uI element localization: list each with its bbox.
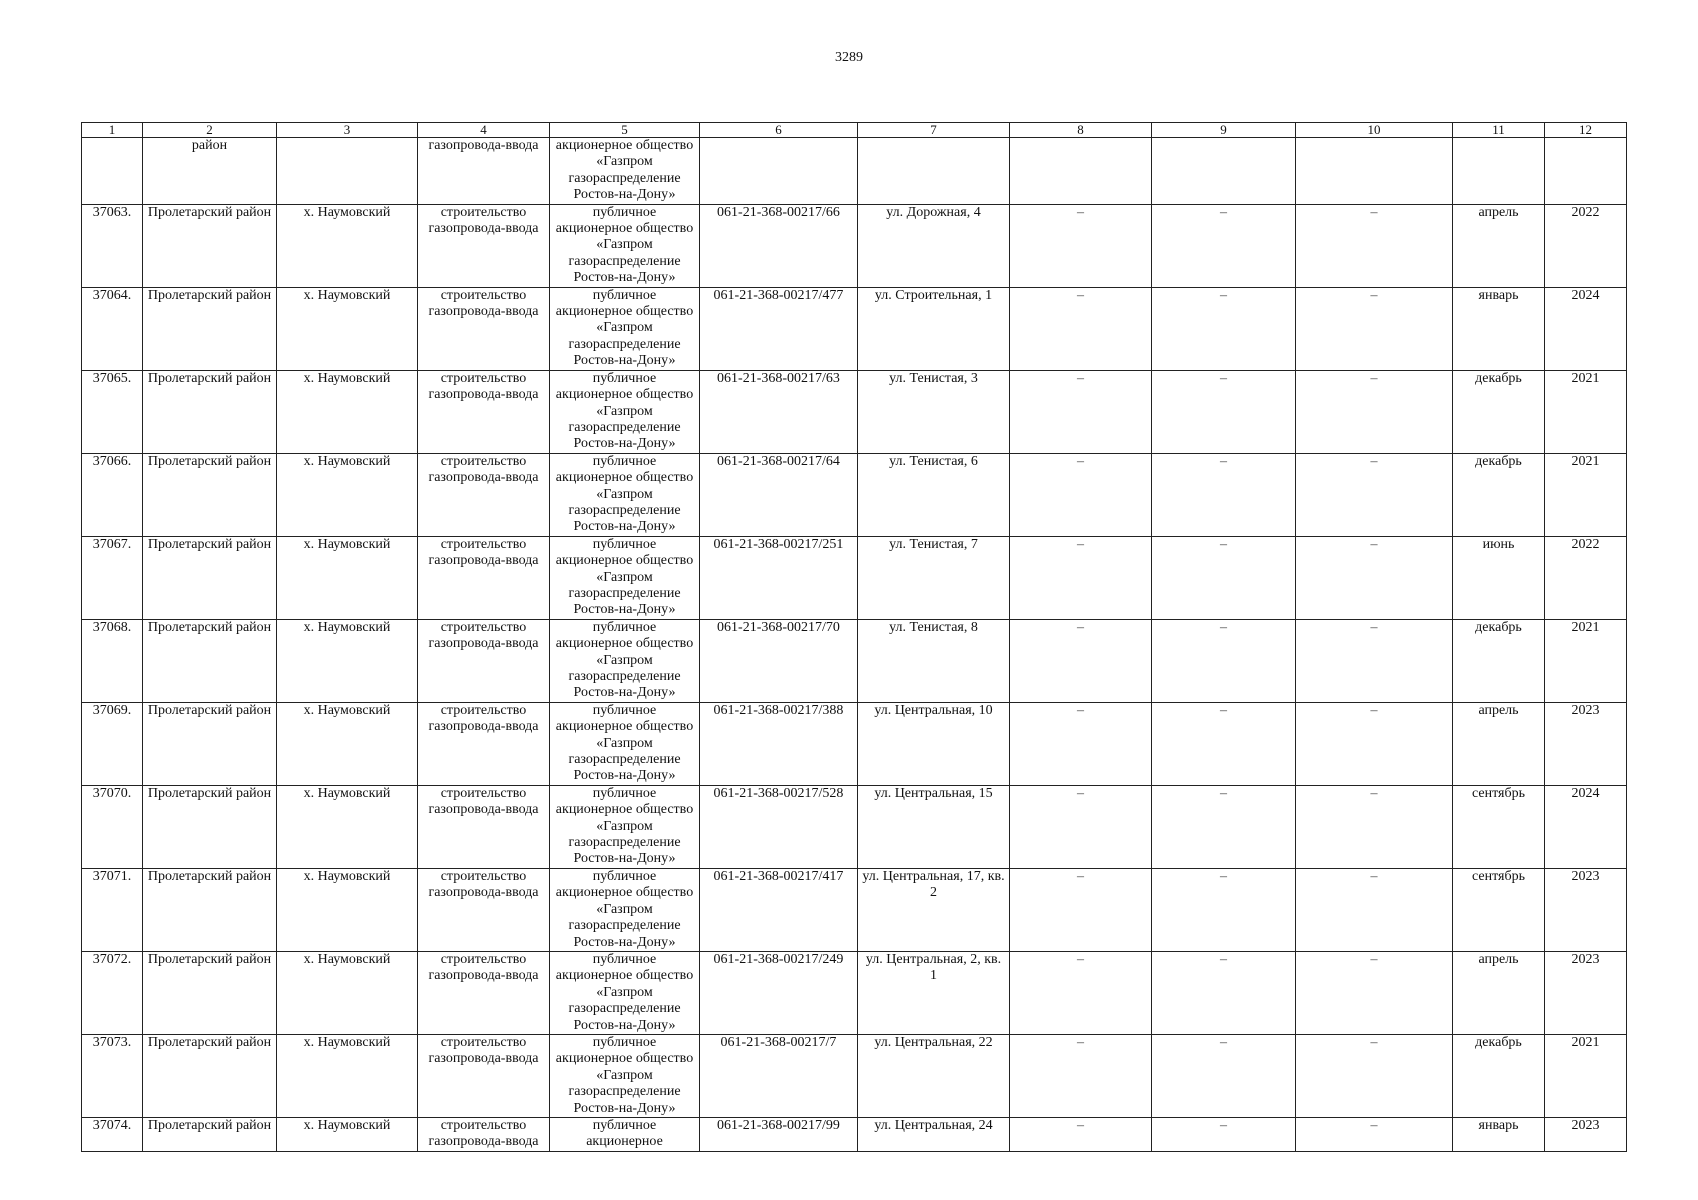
table-row bbox=[82, 204, 1627, 287]
column-10-cell: – bbox=[1296, 536, 1453, 619]
object-code-cell: 061-21-368-00217/251 bbox=[700, 536, 858, 619]
settlement-cell: х. Наумовский bbox=[277, 536, 418, 619]
column-number-row bbox=[82, 123, 1627, 138]
object-code-cell: 061-21-368-00217/7 bbox=[700, 1034, 858, 1117]
owner-cell: публичное акционерное общество «Газпром газораспределение Ростов-на-Дону» bbox=[550, 951, 700, 1034]
owner-cell: публичное акционерное общество «Газпром газораспределение Ростов-на-Дону» bbox=[550, 287, 700, 370]
district-cell: Пролетарский район bbox=[143, 204, 277, 287]
settlement-cell: х. Наумовский bbox=[277, 785, 418, 868]
work-type-cell: строительство газопровода-ввода bbox=[418, 287, 550, 370]
month-cell: январь bbox=[1453, 287, 1545, 370]
owner-cell: публичное акционерное общество «Газпром газораспределение Ростов-на-Дону» bbox=[550, 370, 700, 453]
month-cell: апрель bbox=[1453, 702, 1545, 785]
district-cell: Пролетарский район bbox=[143, 619, 277, 702]
row-number-cell: 37074. bbox=[82, 1117, 143, 1151]
year-cell: 2023 bbox=[1545, 702, 1627, 785]
year-cell: 2021 bbox=[1545, 619, 1627, 702]
month-cell: декабрь bbox=[1453, 453, 1545, 536]
owner-cell: публичное акционерное общество «Газпром газораспределение Ростов-на-Дону» bbox=[550, 204, 700, 287]
year-cell: 2024 bbox=[1545, 785, 1627, 868]
column-8-cell: – bbox=[1010, 1034, 1152, 1117]
district-cell: Пролетарский район bbox=[143, 1117, 277, 1151]
column-9-cell: – bbox=[1152, 951, 1296, 1034]
column-header: 12 bbox=[1545, 123, 1627, 138]
row-number-cell: 37070. bbox=[82, 785, 143, 868]
owner-cell: публичное акционерное общество «Газпром газораспределение Ростов-на-Дону» bbox=[550, 785, 700, 868]
table-row bbox=[82, 702, 1627, 785]
column-9-cell: – bbox=[1152, 453, 1296, 536]
object-code-cell: 061-21-368-00217/249 bbox=[700, 951, 858, 1034]
work-type-cell: строительство газопровода-ввода bbox=[418, 1117, 550, 1151]
year-cell: 2023 bbox=[1545, 1117, 1627, 1151]
object-code-cell: 061-21-368-00217/66 bbox=[700, 204, 858, 287]
owner-cell: публичное акционерное общество «Газпром газораспределение Ростов-на-Дону» bbox=[550, 868, 700, 951]
work-type-cell: строительство газопровода-ввода bbox=[418, 204, 550, 287]
district-cell: Пролетарский район bbox=[143, 370, 277, 453]
column-10-cell: – bbox=[1296, 370, 1453, 453]
row-number-cell: 37065. bbox=[82, 370, 143, 453]
month-cell: декабрь bbox=[1453, 370, 1545, 453]
month-cell: апрель bbox=[1453, 204, 1545, 287]
row-number-cell: 37067. bbox=[82, 536, 143, 619]
column-9-cell: – bbox=[1152, 785, 1296, 868]
table-row bbox=[82, 453, 1627, 536]
column-8-cell bbox=[1010, 138, 1152, 205]
month-cell: декабрь bbox=[1453, 1034, 1545, 1117]
work-type-cell: строительство газопровода-ввода bbox=[418, 453, 550, 536]
owner-cell: публичное акционерное общество «Газпром газораспределение Ростов-на-Дону» bbox=[550, 536, 700, 619]
column-10-cell: – bbox=[1296, 287, 1453, 370]
district-cell: Пролетарский район bbox=[143, 785, 277, 868]
column-9-cell: – bbox=[1152, 536, 1296, 619]
address-cell: ул. Тенистая, 7 bbox=[858, 536, 1010, 619]
address-cell: ул. Центральная, 17, кв. 2 bbox=[858, 868, 1010, 951]
settlement-cell: х. Наумовский bbox=[277, 453, 418, 536]
address-cell: ул. Строительная, 1 bbox=[858, 287, 1010, 370]
column-header: 2 bbox=[143, 123, 277, 138]
owner-cell: акционерное общество «Газпром газораспределение Ростов-на-Дону» bbox=[550, 138, 700, 205]
owner-cell: публичное акционерное общество «Газпром газораспределение Ростов-на-Дону» bbox=[550, 453, 700, 536]
year-cell: 2023 bbox=[1545, 951, 1627, 1034]
column-8-cell: – bbox=[1010, 453, 1152, 536]
work-type-cell: строительство газопровода-ввода bbox=[418, 1034, 550, 1117]
work-type-cell: строительство газопровода-ввода bbox=[418, 702, 550, 785]
address-cell: ул. Тенистая, 8 bbox=[858, 619, 1010, 702]
column-8-cell: – bbox=[1010, 287, 1152, 370]
row-number-cell: 37071. bbox=[82, 868, 143, 951]
year-cell: 2021 bbox=[1545, 370, 1627, 453]
district-cell: Пролетарский район bbox=[143, 453, 277, 536]
district-cell: Пролетарский район bbox=[143, 536, 277, 619]
district-cell: Пролетарский район bbox=[143, 287, 277, 370]
column-8-cell: – bbox=[1010, 370, 1152, 453]
column-10-cell: – bbox=[1296, 951, 1453, 1034]
month-cell bbox=[1453, 138, 1545, 205]
column-8-cell: – bbox=[1010, 619, 1152, 702]
column-header: 9 bbox=[1152, 123, 1296, 138]
column-10-cell: – bbox=[1296, 204, 1453, 287]
object-code-cell: 061-21-368-00217/417 bbox=[700, 868, 858, 951]
row-number-cell: 37069. bbox=[82, 702, 143, 785]
address-cell: ул. Центральная, 2, кв. 1 bbox=[858, 951, 1010, 1034]
table-row bbox=[82, 138, 1627, 205]
month-cell: июнь bbox=[1453, 536, 1545, 619]
column-header: 6 bbox=[700, 123, 858, 138]
object-code-cell: 061-21-368-00217/70 bbox=[700, 619, 858, 702]
table-row bbox=[82, 868, 1627, 951]
month-cell: сентябрь bbox=[1453, 785, 1545, 868]
year-cell: 2022 bbox=[1545, 204, 1627, 287]
row-number-cell bbox=[82, 138, 143, 205]
district-cell: район bbox=[143, 138, 277, 205]
work-type-cell: газопровода-ввода bbox=[418, 138, 550, 205]
district-cell: Пролетарский район bbox=[143, 951, 277, 1034]
settlement-cell: х. Наумовский bbox=[277, 951, 418, 1034]
data-table bbox=[81, 122, 1627, 1152]
address-cell: ул. Тенистая, 3 bbox=[858, 370, 1010, 453]
column-8-cell: – bbox=[1010, 536, 1152, 619]
column-header: 7 bbox=[858, 123, 1010, 138]
settlement-cell: х. Наумовский bbox=[277, 619, 418, 702]
table-row bbox=[82, 785, 1627, 868]
column-header: 4 bbox=[418, 123, 550, 138]
object-code-cell: 061-21-368-00217/388 bbox=[700, 702, 858, 785]
address-cell bbox=[858, 138, 1010, 205]
column-9-cell bbox=[1152, 138, 1296, 205]
object-code-cell: 061-21-368-00217/477 bbox=[700, 287, 858, 370]
address-cell: ул. Центральная, 10 bbox=[858, 702, 1010, 785]
settlement-cell: х. Наумовский bbox=[277, 1034, 418, 1117]
column-10-cell: – bbox=[1296, 619, 1453, 702]
row-number-cell: 37063. bbox=[82, 204, 143, 287]
settlement-cell: х. Наумовский bbox=[277, 702, 418, 785]
year-cell: 2021 bbox=[1545, 1034, 1627, 1117]
work-type-cell: строительство газопровода-ввода bbox=[418, 868, 550, 951]
table-body bbox=[82, 138, 1627, 1152]
work-type-cell: строительство газопровода-ввода bbox=[418, 619, 550, 702]
settlement-cell: х. Наумовский bbox=[277, 204, 418, 287]
address-cell: ул. Центральная, 24 bbox=[858, 1117, 1010, 1151]
object-code-cell: 061-21-368-00217/64 bbox=[700, 453, 858, 536]
column-9-cell: – bbox=[1152, 619, 1296, 702]
year-cell bbox=[1545, 138, 1627, 205]
column-9-cell: – bbox=[1152, 868, 1296, 951]
row-number-cell: 37072. bbox=[82, 951, 143, 1034]
work-type-cell: строительство газопровода-ввода bbox=[418, 370, 550, 453]
settlement-cell: х. Наумовский bbox=[277, 868, 418, 951]
column-header: 11 bbox=[1453, 123, 1545, 138]
column-10-cell: – bbox=[1296, 868, 1453, 951]
month-cell: январь bbox=[1453, 1117, 1545, 1151]
work-type-cell: строительство газопровода-ввода bbox=[418, 785, 550, 868]
table-row bbox=[82, 951, 1627, 1034]
settlement-cell: х. Наумовский bbox=[277, 287, 418, 370]
owner-cell: публичное акционерное общество «Газпром газораспределение Ростов-на-Дону» bbox=[550, 702, 700, 785]
address-cell: ул. Центральная, 15 bbox=[858, 785, 1010, 868]
table-row bbox=[82, 287, 1627, 370]
object-code-cell: 061-21-368-00217/63 bbox=[700, 370, 858, 453]
column-9-cell: – bbox=[1152, 204, 1296, 287]
table-row bbox=[82, 619, 1627, 702]
address-cell: ул. Тенистая, 6 bbox=[858, 453, 1010, 536]
column-10-cell bbox=[1296, 138, 1453, 205]
month-cell: сентябрь bbox=[1453, 868, 1545, 951]
column-9-cell: – bbox=[1152, 1117, 1296, 1151]
column-8-cell: – bbox=[1010, 951, 1152, 1034]
table-row bbox=[82, 1117, 1627, 1151]
table-row bbox=[82, 370, 1627, 453]
year-cell: 2022 bbox=[1545, 536, 1627, 619]
month-cell: апрель bbox=[1453, 951, 1545, 1034]
address-cell: ул. Дорожная, 4 bbox=[858, 204, 1010, 287]
column-8-cell: – bbox=[1010, 785, 1152, 868]
column-8-cell: – bbox=[1010, 868, 1152, 951]
owner-cell: публичное акционерное bbox=[550, 1117, 700, 1151]
column-header: 8 bbox=[1010, 123, 1152, 138]
district-cell: Пролетарский район bbox=[143, 702, 277, 785]
owner-cell: публичное акционерное общество «Газпром газораспределение Ростов-на-Дону» bbox=[550, 1034, 700, 1117]
column-header: 5 bbox=[550, 123, 700, 138]
object-code-cell: 061-21-368-00217/99 bbox=[700, 1117, 858, 1151]
column-8-cell: – bbox=[1010, 702, 1152, 785]
table-row bbox=[82, 1034, 1627, 1117]
district-cell: Пролетарский район bbox=[143, 868, 277, 951]
page-number: 3289 bbox=[835, 50, 863, 65]
settlement-cell bbox=[277, 138, 418, 205]
column-10-cell: – bbox=[1296, 785, 1453, 868]
column-header: 1 bbox=[82, 123, 143, 138]
table-row bbox=[82, 536, 1627, 619]
row-number-cell: 37066. bbox=[82, 453, 143, 536]
column-8-cell: – bbox=[1010, 1117, 1152, 1151]
table-header bbox=[82, 123, 1627, 138]
column-10-cell: – bbox=[1296, 453, 1453, 536]
month-cell: декабрь bbox=[1453, 619, 1545, 702]
object-code-cell: 061-21-368-00217/528 bbox=[700, 785, 858, 868]
work-type-cell: строительство газопровода-ввода bbox=[418, 536, 550, 619]
owner-cell: публичное акционерное общество «Газпром газораспределение Ростов-на-Дону» bbox=[550, 619, 700, 702]
column-10-cell: – bbox=[1296, 702, 1453, 785]
year-cell: 2021 bbox=[1545, 453, 1627, 536]
column-header: 3 bbox=[277, 123, 418, 138]
district-cell: Пролетарский район bbox=[143, 1034, 277, 1117]
year-cell: 2024 bbox=[1545, 287, 1627, 370]
object-code-cell bbox=[700, 138, 858, 205]
year-cell: 2023 bbox=[1545, 868, 1627, 951]
column-9-cell: – bbox=[1152, 370, 1296, 453]
column-header: 10 bbox=[1296, 123, 1453, 138]
settlement-cell: х. Наумовский bbox=[277, 370, 418, 453]
column-10-cell: – bbox=[1296, 1034, 1453, 1117]
work-type-cell: строительство газопровода-ввода bbox=[418, 951, 550, 1034]
row-number-cell: 37073. bbox=[82, 1034, 143, 1117]
column-9-cell: – bbox=[1152, 287, 1296, 370]
row-number-cell: 37068. bbox=[82, 619, 143, 702]
column-8-cell: – bbox=[1010, 204, 1152, 287]
column-9-cell: – bbox=[1152, 702, 1296, 785]
address-cell: ул. Центральная, 22 bbox=[858, 1034, 1010, 1117]
column-10-cell: – bbox=[1296, 1117, 1453, 1151]
column-9-cell: – bbox=[1152, 1034, 1296, 1117]
settlement-cell: х. Наумовский bbox=[277, 1117, 418, 1151]
row-number-cell: 37064. bbox=[82, 287, 143, 370]
